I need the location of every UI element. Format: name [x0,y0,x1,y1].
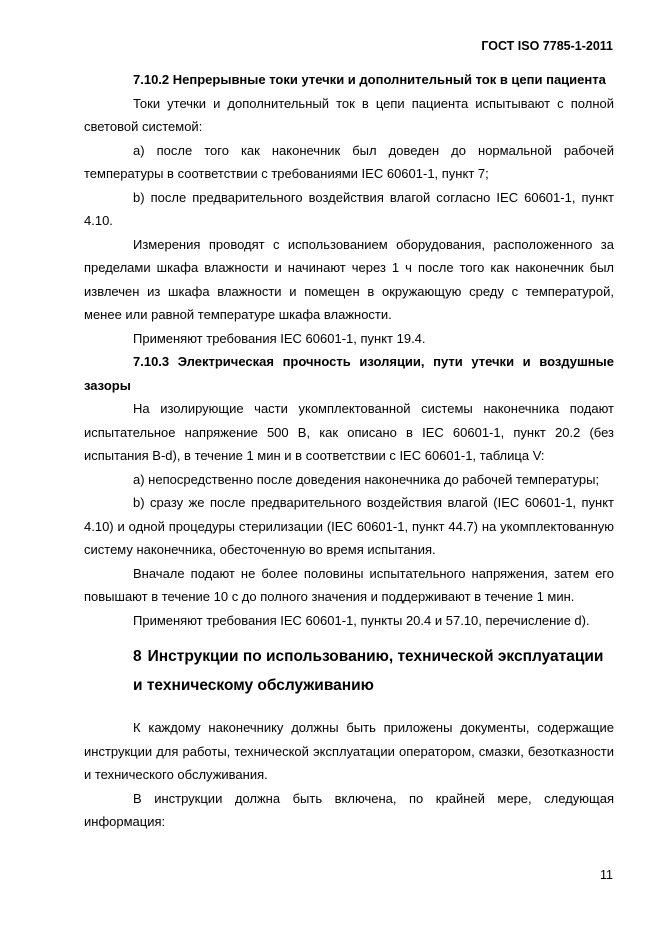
section-7-10-3-paragraph-1: На изолирующие части укомплектованной системы наконечника подают испытательное напряжение 500 В, как описано в IEC 60601-1, пункт 20.2 (без испытания B-d), в течение 1 мин и в соответствии с IEC 60601-1, таблица V: [84,401,614,463]
page-number: 11 [600,868,613,882]
section-7-10-3-heading: 7.10.3 Электрическая прочность изоляции, пути утечки и воздушные зазоры [84,354,614,393]
section-8-paragraph-1: К каждому наконечнику должны быть приложены документы, содержащие инструкции для работы, технической эксплуатации оператором, смазки, безотказности и технического обслуживания. [84,720,614,782]
section-7-10-3-item-b: b) сразу же после предварительного воздействия влагой (IEC 60601-1, пункт 4.10) и одной процедуры стерилизации (IEC 60601-1, пункт 44.7) на укомплектованную систему наконечника, обесточенную во время испытания. [84,495,614,557]
section-7-10-3-item-a: а) непосредственно после доведения наконечника до рабочей температуры; [133,471,600,487]
section-7-10-2-paragraph-1: Токи утечки и дополнительный ток в цепи пациента испытывают с полной световой системой: [84,95,614,134]
document-standard-code: ГОСТ ISO 7785-1-2011 [481,39,613,53]
section-7-10-3-paragraph-3: Применяют требования IEC 60601-1, пункты 20.4 и 57.10, перечисление d). [133,612,590,628]
page-content [84,68,614,834]
section-7-10-2-paragraph-3: Применяют требования IEC 60601-1, пункт 19.4. [133,330,426,346]
section-8-heading [84,642,614,700]
section-8-title-line-2: и техническому обслуживанию [133,677,374,694]
section-7-10-2-paragraph-2: Измерения проводят с использованием оборудования, расположенного за пределами шкафа влажности и начинают через 1 ч после того как наконечник был извлечен из шкафа влажности и помещен в окружающую среду с температурой, менее или равной температуре шкафа влажности. [84,236,614,322]
section-8-number: 8 [133,648,142,665]
section-7-10-2-heading: 7.10.2 Непрерывные токи утечки и дополнительный ток в цепи пациента [133,72,606,87]
section-8-title-line-1: Инструкции по использованию, технической эксплуатации [147,648,604,665]
section-7-10-2-item-b: b) после предварительного воздействия влагой согласно IEC 60601-1, пункт 4.10. [84,189,614,228]
section-7-10-2-item-a: а) после того как наконечник был доведен до нормальной рабочей температуры в соответствии с требованиями IEC 60601-1, пункт 7; [84,142,614,181]
section-7-10-3-paragraph-2: Вначале подают не более половины испытательного напряжения, затем его повышают в течение 10 с до полного значения и поддерживают в течение 1 мин. [84,565,614,604]
section-8-paragraph-2: В инструкции должна быть включена, по крайней мере, следующая информация: [84,790,614,829]
